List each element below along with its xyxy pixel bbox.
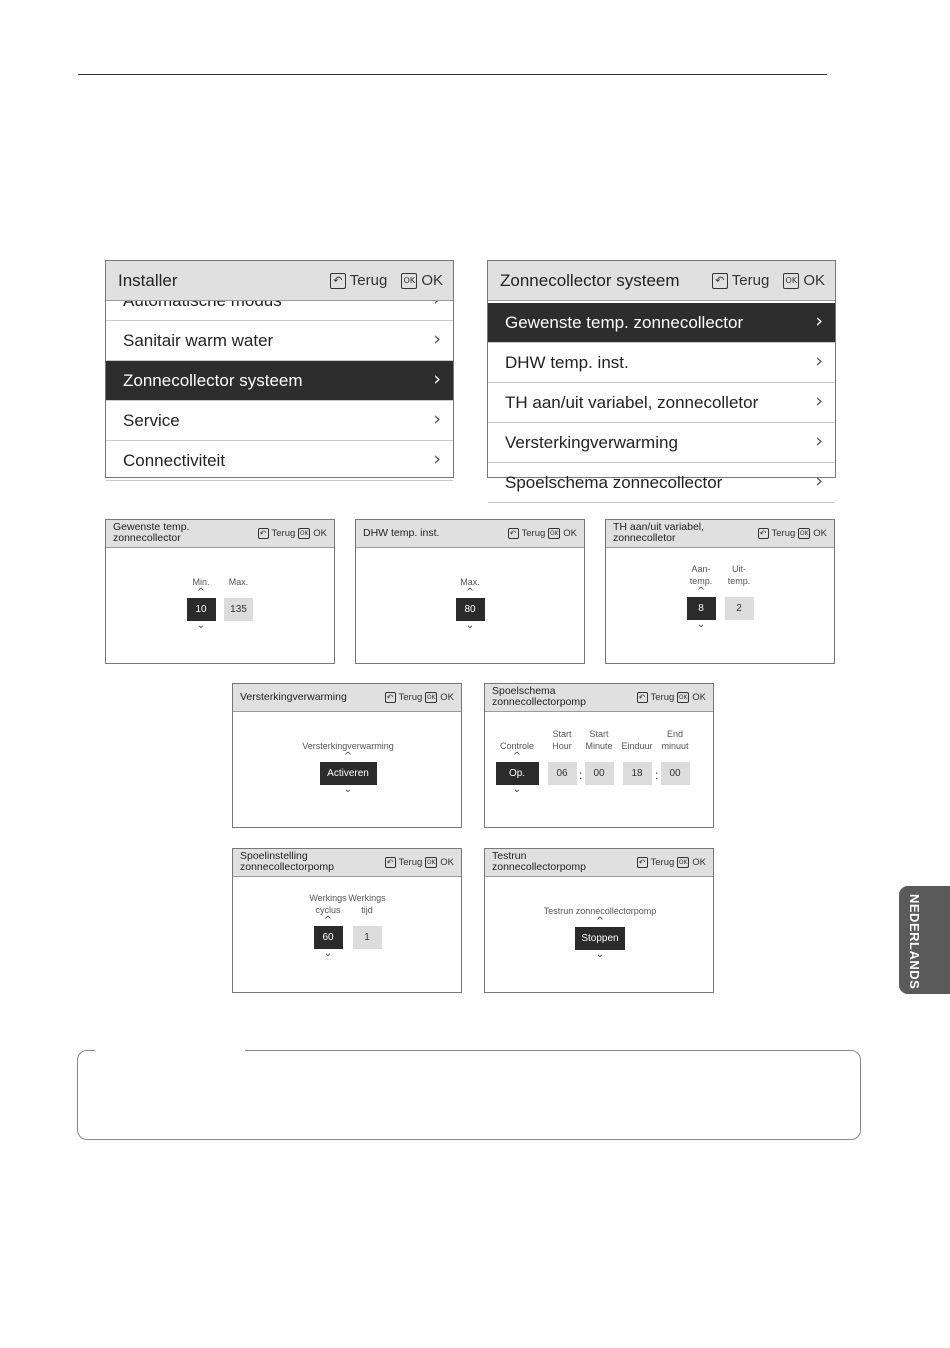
back-icon[interactable] <box>258 528 269 539</box>
time-separator: : <box>655 768 659 782</box>
chevron-right-icon: › <box>433 328 441 350</box>
testrun-screen <box>484 848 714 993</box>
back-label[interactable]: Terug <box>271 528 296 539</box>
back-label[interactable]: Terug <box>731 272 770 289</box>
testrun-value[interactable]: Stoppen <box>575 927 625 950</box>
end-hour-label: Einduur <box>621 741 653 751</box>
note-box-title-gap <box>95 1046 245 1054</box>
screen-title: Versterkingverwarming <box>240 691 347 703</box>
menu-item-gewenste-temp[interactable] <box>488 303 835 343</box>
screen-title: Gewenste temp. zonnecollector <box>113 521 190 544</box>
chevron-up-icon[interactable]: ^ <box>696 586 706 597</box>
screen-header <box>233 849 461 877</box>
ok-icon[interactable]: OK <box>426 694 436 701</box>
back-icon[interactable] <box>758 528 769 539</box>
chevron-up-icon[interactable]: ^ <box>343 751 353 762</box>
screen-header <box>485 849 713 877</box>
back-label[interactable]: Terug <box>771 528 796 539</box>
max-label: Max. <box>228 577 249 587</box>
chevron-down-icon[interactable]: ⌄ <box>343 784 353 795</box>
ok-label[interactable]: OK <box>803 272 825 289</box>
menu-item-spoelschema[interactable] <box>488 463 835 503</box>
time-value[interactable]: 1 <box>353 926 382 949</box>
screen-header <box>485 684 713 712</box>
testrun-label: Testrun zonnecollectorpomp <box>543 906 657 916</box>
solar-system-screen <box>487 260 836 492</box>
ok-label[interactable]: OK <box>813 528 827 539</box>
menu-item-label: DHW temp. inst. <box>505 353 629 372</box>
menu-item-label: Versterkingverwarming <box>505 433 678 452</box>
menu-item-label: Gewenste temp. zonnecollector <box>505 313 744 332</box>
back-label[interactable]: Terug <box>650 692 675 703</box>
screen-title: Zonnecollector systeem <box>500 271 680 290</box>
ok-label[interactable]: OK <box>440 857 454 868</box>
screen-header <box>106 261 453 301</box>
screen-header <box>488 261 835 301</box>
off-temp-label: Uit- temp. <box>727 564 751 586</box>
screen-title: Testrun zonnecollectorpomp <box>492 850 586 873</box>
dhw-temp-screen <box>355 519 585 664</box>
on-temp-label: Aan- temp. <box>689 564 713 586</box>
back-label[interactable]: Terug <box>398 692 423 703</box>
boost-value[interactable]: Activeren <box>320 762 377 785</box>
cycle-label: Werkings cyclus <box>309 893 347 915</box>
ok-label[interactable]: OK <box>692 692 706 703</box>
chevron-down-icon[interactable]: ⌄ <box>696 619 706 630</box>
control-label: Controle <box>499 741 535 751</box>
start-hour-label: Start Hour <box>552 729 572 751</box>
note-box <box>77 1050 861 1140</box>
menu-item-label: Spoelschema zonnecollector <box>505 473 723 492</box>
menu-item-label: Service <box>123 411 180 430</box>
ok-icon[interactable]: OK <box>678 859 688 866</box>
back-icon[interactable] <box>712 273 728 289</box>
ok-label[interactable]: OK <box>313 528 327 539</box>
chevron-up-icon[interactable]: ^ <box>512 751 522 762</box>
end-minute-label: End minuut <box>661 729 689 751</box>
ok-label[interactable]: OK <box>692 857 706 868</box>
chevron-down-icon[interactable]: ⌄ <box>196 620 206 631</box>
screen-header <box>606 520 834 548</box>
menu-item-label: Sanitair warm water <box>123 331 274 350</box>
menu-item-service[interactable] <box>106 401 453 441</box>
chevron-up-icon[interactable]: ^ <box>595 916 605 927</box>
end-minute-value[interactable]: 00 <box>661 762 690 785</box>
chevron-up-icon[interactable]: ^ <box>196 587 206 598</box>
ok-icon[interactable]: OK <box>426 859 436 866</box>
language-tab-label: NEDERLANDS <box>907 894 922 990</box>
ok-icon[interactable]: OK <box>783 273 799 289</box>
chevron-down-icon[interactable]: ⌄ <box>595 949 605 960</box>
ok-icon[interactable]: OK <box>799 530 809 537</box>
chevron-right-icon: › <box>815 310 823 332</box>
menu-item-connectiviteit[interactable] <box>106 441 453 481</box>
chevron-right-icon: › <box>815 430 823 452</box>
ok-label[interactable]: OK <box>421 272 443 289</box>
cycle-value[interactable]: 60 <box>314 926 343 949</box>
screen-title: Spoelinstelling zonnecollectorpomp <box>240 850 334 873</box>
back-icon[interactable] <box>637 692 648 703</box>
desired-temp-screen <box>105 519 335 664</box>
chevron-right-icon: › <box>433 368 441 390</box>
chevron-down-icon[interactable]: ⌄ <box>512 784 522 795</box>
back-icon[interactable] <box>508 528 519 539</box>
chevron-up-icon[interactable]: ^ <box>323 915 333 926</box>
menu-item-label: Connectiviteit <box>123 451 226 470</box>
chevron-down-icon[interactable]: ⌄ <box>465 620 475 631</box>
chevron-right-icon: › <box>433 448 441 470</box>
time-separator: : <box>579 768 583 782</box>
screen-header <box>233 684 461 712</box>
ok-label[interactable]: OK <box>563 528 577 539</box>
time-label: Werkings tijd <box>348 893 386 915</box>
screen-header <box>356 520 584 548</box>
start-minute-label: Start Minute <box>585 729 613 751</box>
max-value[interactable]: 135 <box>224 598 253 621</box>
menu-item-versterkingverwarming[interactable] <box>488 423 835 463</box>
flush-schedule-screen <box>484 683 714 828</box>
menu-item-th-aan-uit[interactable] <box>488 383 835 423</box>
boost-label: Versterkingverwarming <box>302 741 394 751</box>
back-icon[interactable] <box>385 857 396 868</box>
end-hour-value[interactable]: 18 <box>623 762 652 785</box>
ok-icon[interactable]: OK <box>401 273 417 289</box>
min-value[interactable]: 10 <box>187 598 216 621</box>
screen-header <box>106 520 334 548</box>
back-label[interactable]: Terug <box>398 857 423 868</box>
screen-title: DHW temp. inst. <box>363 527 440 539</box>
installer-screen <box>105 260 454 478</box>
back-label[interactable]: Terug <box>349 272 388 289</box>
max-label: Max. <box>460 577 480 587</box>
menu-item-sanitair-warm-water[interactable] <box>106 321 453 361</box>
ok-icon[interactable]: OK <box>299 530 309 537</box>
start-hour-value[interactable]: 06 <box>548 762 577 785</box>
control-value[interactable]: Op. <box>496 762 539 785</box>
boost-screen <box>232 683 462 828</box>
back-icon[interactable] <box>385 692 396 703</box>
chevron-down-icon[interactable]: ⌄ <box>323 948 333 959</box>
back-label[interactable]: Terug <box>650 857 675 868</box>
max-value[interactable]: 80 <box>456 598 485 621</box>
start-minute-value[interactable]: 00 <box>585 762 614 785</box>
menu-item-label: TH aan/uit variabel, zonnecolletor <box>505 393 759 412</box>
chevron-right-icon: › <box>815 350 823 372</box>
menu-item-zonnecollector-systeem[interactable] <box>106 361 453 401</box>
back-icon[interactable] <box>330 273 346 289</box>
menu-item-dhw-temp[interactable] <box>488 343 835 383</box>
chevron-right-icon: › <box>815 470 823 492</box>
ok-icon[interactable]: OK <box>549 530 559 537</box>
chevron-right-icon: › <box>815 390 823 412</box>
chevron-up-icon[interactable]: ^ <box>465 587 475 598</box>
on-temp-value[interactable]: 8 <box>687 597 716 620</box>
back-label[interactable]: Terug <box>521 528 546 539</box>
screen-title: TH aan/uit variabel, zonnecolletor <box>613 521 705 544</box>
chevron-right-icon: › <box>433 408 441 430</box>
screen-title: Installer <box>118 271 178 290</box>
header-rule <box>78 74 827 75</box>
flush-setting-screen <box>232 848 462 993</box>
ok-label[interactable]: OK <box>440 692 454 703</box>
th-onoff-screen <box>605 519 835 664</box>
language-tab <box>899 886 950 994</box>
min-label: Min. <box>192 577 210 587</box>
off-temp-value[interactable]: 2 <box>725 597 754 620</box>
ok-icon[interactable]: OK <box>678 694 688 701</box>
menu-item-label: Zonnecollector systeem <box>123 371 303 390</box>
back-icon[interactable] <box>637 857 648 868</box>
screen-title: Spoelschema zonnecollectorpomp <box>492 685 586 708</box>
